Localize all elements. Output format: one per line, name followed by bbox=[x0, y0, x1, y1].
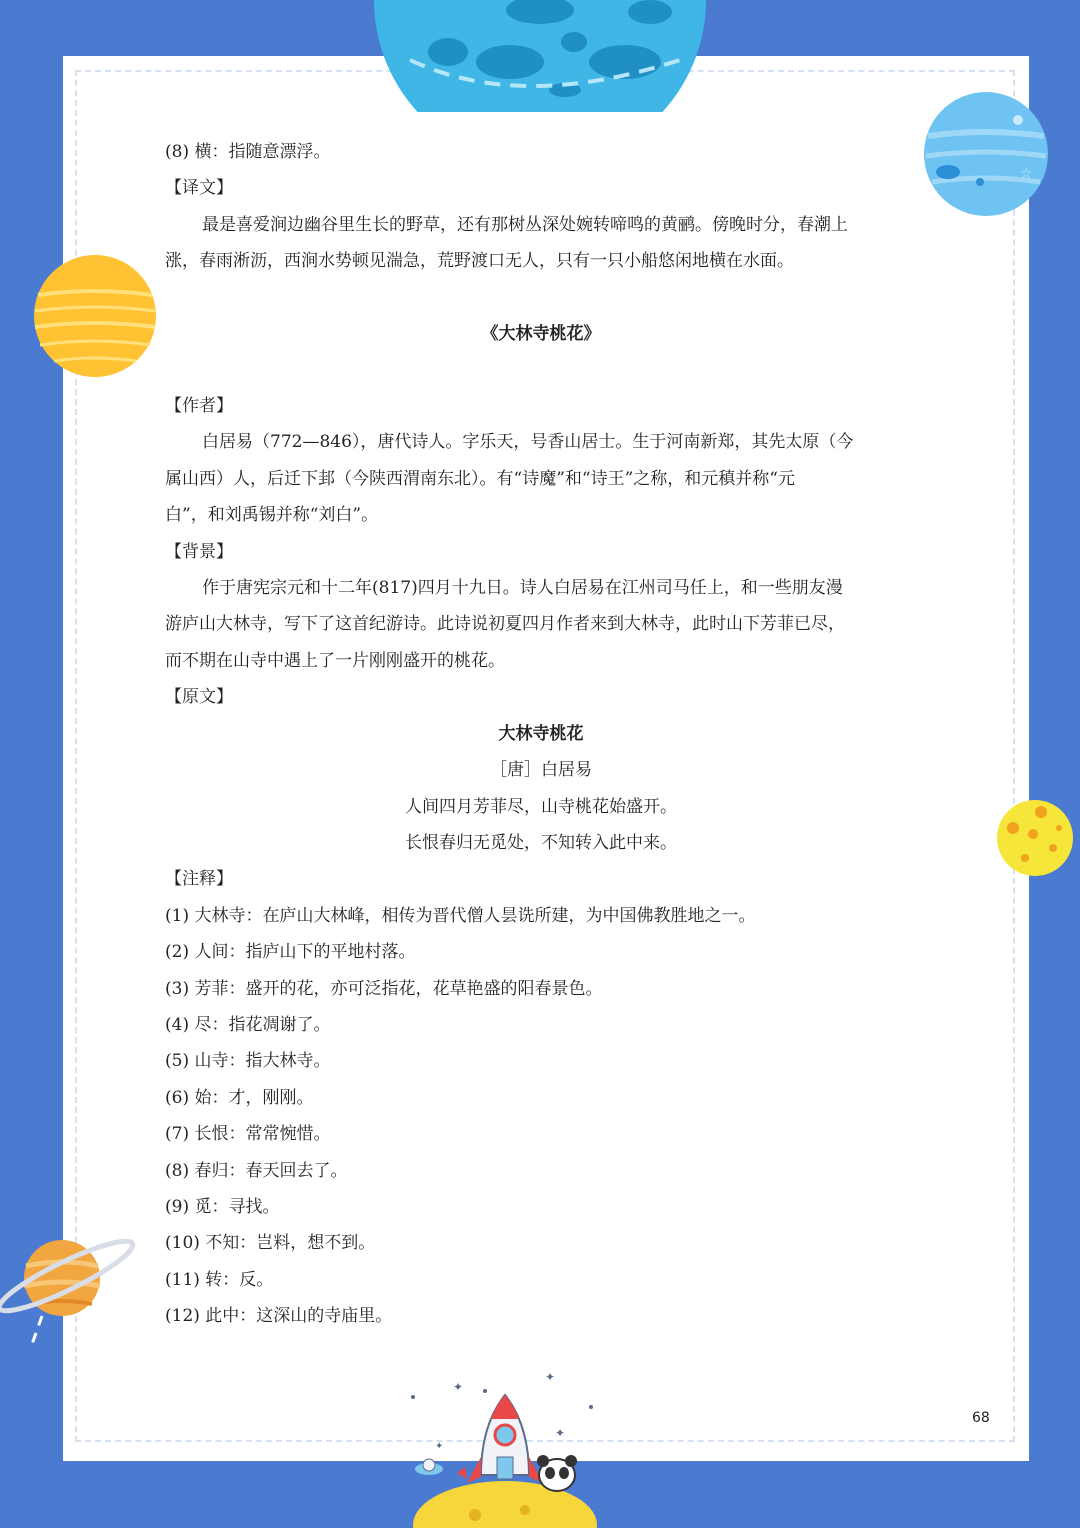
translation-prev-note-8: (8) 横：指随意漂浮。 bbox=[165, 142, 331, 162]
note-item: (2) 人间：指庐山下的平地村落。 bbox=[165, 942, 416, 963]
notes-heading: 【注释】 bbox=[165, 869, 233, 890]
note-item: (4) 尽：指花凋谢了。 bbox=[165, 1014, 331, 1035]
author-paragraph-line: 白”，和刘禹锡并称“刘白”。 bbox=[165, 505, 379, 526]
note-item: (11) 转：反。 bbox=[165, 1269, 274, 1290]
author-heading: 【作者】 bbox=[165, 396, 233, 417]
note-item: (6) 始：才，刚刚。 bbox=[165, 1087, 314, 1108]
note-item: (9) 觅：寻找。 bbox=[165, 1196, 280, 1217]
original-heading: 【原文】 bbox=[165, 687, 233, 708]
note-item: (7) 长恨：常常惋惜。 bbox=[165, 1124, 331, 1145]
note-item: (8) 春归：春天回去了。 bbox=[165, 1160, 348, 1181]
poem-author: ［唐］白居易 bbox=[490, 760, 592, 781]
yellow-planet-icon bbox=[32, 253, 158, 379]
note-item: (5) 山寺：指大林寺。 bbox=[165, 1051, 331, 1072]
background-paragraph-line: 而不期在山寺中遇上了一片刚刚盛开的桃花。 bbox=[165, 650, 505, 671]
note-item: (3) 芳菲：盛开的花，亦可泛指花，花草艳盛的阳春景色。 bbox=[165, 978, 603, 999]
svg-text:✦: ✦ bbox=[545, 1370, 556, 1384]
author-paragraph-line: 白居易（772—846），唐代诗人。字乐天，号香山居士。生于河南新郑，其先太原（今 bbox=[202, 432, 854, 453]
svg-text:✦: ✦ bbox=[555, 1426, 566, 1440]
svg-text:✦: ✦ bbox=[453, 1380, 464, 1394]
light-blue-planet-icon bbox=[922, 90, 1050, 218]
saturn-planet-icon bbox=[0, 1228, 142, 1356]
author-paragraph-line: 属山西）人，后迁下邽（今陕西渭南东北）。有“诗魔”和“诗王”之称，和元稹并称“元 bbox=[165, 468, 795, 489]
background-paragraph-line: 游庐山大林寺，写下了这首纪游诗。此诗说初夏四月作者来到大林寺，此时山下芳菲已尽， bbox=[165, 614, 845, 635]
poem-verse: 人间四月芳菲尽，山寺桃花始盛开。 bbox=[405, 796, 677, 817]
poem-title: 大林寺桃花 bbox=[498, 723, 584, 744]
note-item: (1) 大林寺：在庐山大林峰，相传为晋代僧人昙诜所建，为中国佛教胜地之一。 bbox=[165, 905, 756, 926]
note-item: (10) 不知：岂料，想不到。 bbox=[165, 1233, 376, 1254]
yellow-moon-icon bbox=[995, 798, 1075, 878]
svg-text:✦: ✦ bbox=[435, 1441, 444, 1452]
page-number: 68 bbox=[972, 1410, 990, 1426]
note-item: (12) 此中：这深山的寺庙里。 bbox=[165, 1306, 393, 1327]
translation-paragraph-line: 涨，春雨淅沥，西涧水势顿见湍急，荒野渡口无人，只有一只小船悠闲地横在水面。 bbox=[165, 251, 794, 272]
document-body bbox=[165, 134, 917, 1335]
background-paragraph-line: 作于唐宪宗元和十二年(817)四月十九日。诗人白居易在江州司马任上，和一些朋友漫 bbox=[202, 578, 843, 599]
translation-heading: 【译文】 bbox=[165, 178, 233, 199]
background-heading: 【背景】 bbox=[165, 541, 233, 562]
poem-verse: 长恨春归无觅处，不知转入此中来。 bbox=[405, 832, 677, 853]
cyan-planet-top-icon bbox=[370, 0, 710, 112]
translation-paragraph-line: 最是喜爱涧边幽谷里生长的野草，还有那树丛深处婉转啼鸣的黄鹂。傍晚时分，春潮上 bbox=[202, 214, 848, 235]
svg-text:☆: ☆ bbox=[1020, 166, 1033, 182]
poem-section-title: 《大林寺桃花》 bbox=[481, 323, 601, 344]
rocket-panda-illustration-icon bbox=[405, 1365, 615, 1528]
